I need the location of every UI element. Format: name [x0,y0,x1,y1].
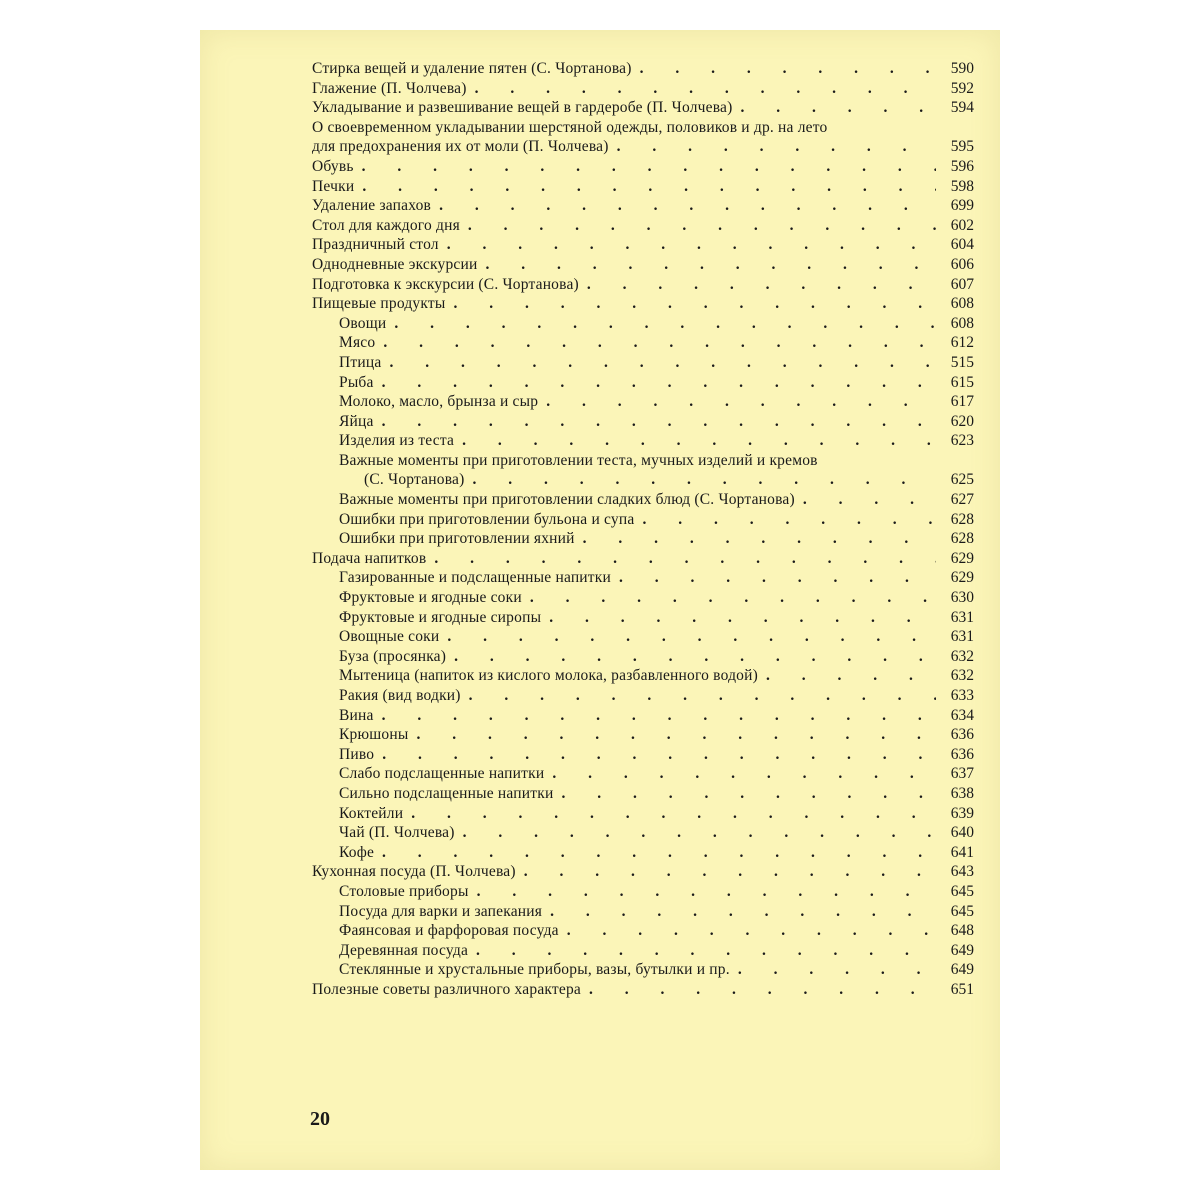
table-of-contents [312,59,974,1000]
toc-subentry: Чай (П. Чолчева) . . . 640 [312,823,974,843]
toc-subentry: Мясо . . . 612 [312,333,974,353]
toc-subentry: Яйца . . . 620 [312,412,974,432]
toc-subentry: Ракия (вид водки) . . . 633 [312,686,974,706]
toc-entry: Стол для каждого дня . . . 602 [312,216,974,236]
toc-entry: Глажение (П. Чолчева) . . . 592 [312,79,974,99]
toc-subentry: Газированные и подслащенные напитки . . . 629 [312,568,974,588]
toc-entry: Подача напитков . . . 629 [312,549,974,569]
toc-entry: О своевременном укладывании шерстяной одежды, половиков и др. на лето для предохранения их от моли (П. Чолчева) . . . 595 [312,118,974,157]
toc-subentry: Пиво . . . 636 [312,745,974,765]
toc-subentry: Фаянсовая и фарфоровая посуда . . . 648 [312,921,974,941]
toc-subentry: Ошибки при приготовлении бульона и супа . . . 628 [312,510,974,530]
toc-subentry: Молоко, масло, брынза и сыр . . . 617 [312,392,974,412]
toc-subentry: Ошибки при приготовлении яхний . . . 628 [312,529,974,549]
toc-subentry: Мытеница (напиток из кислого молока, разбавленного водой) . . . 632 [312,666,974,686]
toc-subentry: Птица . . . 515 [312,353,974,373]
toc-subentry: Овощные соки . . . 631 [312,627,974,647]
toc-subentry: Деревянная посуда . . . 649 [312,941,974,961]
toc-subentry: Коктейли . . . 639 [312,804,974,824]
toc-subentry: Рыба . . . 615 [312,373,974,393]
toc-subentry: Важные моменты при приготовлении сладких блюд (С. Чортанова) . . . 627 [312,490,974,510]
toc-entry: Стирка вещей и удаление пятен (С. Чортанова) . . . 590 [312,59,974,79]
toc-subentry: Вина . . . 634 [312,706,974,726]
toc-entry: Обувь . . . 596 [312,157,974,177]
toc-entry: Кухонная посуда (П. Чолчева) . . . 643 [312,862,974,882]
toc-entry: Праздничный стол . . . 604 [312,235,974,255]
toc-entry: Полезные советы различного характера . . . 651 [312,980,974,1000]
toc-subentry: Важные моменты при приготовлении теста, мучных изделий и кремов (С. Чортанова) . . . 625 [312,451,974,490]
toc-subentry: Фруктовые и ягодные сиропы . . . 631 [312,608,974,628]
toc-subentry: Слабо подслащенные напитки . . . 637 [312,764,974,784]
toc-entry: Пищевые продукты . . . 608 [312,294,974,314]
toc-subentry: Изделия из теста . . . 623 [312,431,974,451]
toc-subentry: Посуда для варки и запекания . . . 645 [312,902,974,922]
toc-entry: Однодневные экскурсии . . . 606 [312,255,974,275]
toc-subentry: Сильно подслащенные напитки . . . 638 [312,784,974,804]
toc-subentry: Столовые приборы . . . 645 [312,882,974,902]
toc-subentry: Фруктовые и ягодные соки . . . 630 [312,588,974,608]
book-page [200,30,1000,1170]
toc-entry: Укладывание и развешивание вещей в гардеробе (П. Чолчева) . . . 594 [312,98,974,118]
toc-subentry: Буза (просянка) . . . 632 [312,647,974,667]
toc-entry: Подготовка к экскурсии (С. Чортанова) . . . 607 [312,275,974,295]
toc-subentry: Стеклянные и хрустальные приборы, вазы, бутылки и пр. . . . 649 [312,960,974,980]
toc-entry: Удаление запахов . . . 699 [312,196,974,216]
toc-subentry: Крюшоны . . . 636 [312,725,974,745]
toc-entry: Печки . . . 598 [312,177,974,197]
toc-subentry: Овощи . . . 608 [312,314,974,334]
toc-subentry: Кофе . . . 641 [312,843,974,863]
page-number: 20 [310,1108,330,1130]
